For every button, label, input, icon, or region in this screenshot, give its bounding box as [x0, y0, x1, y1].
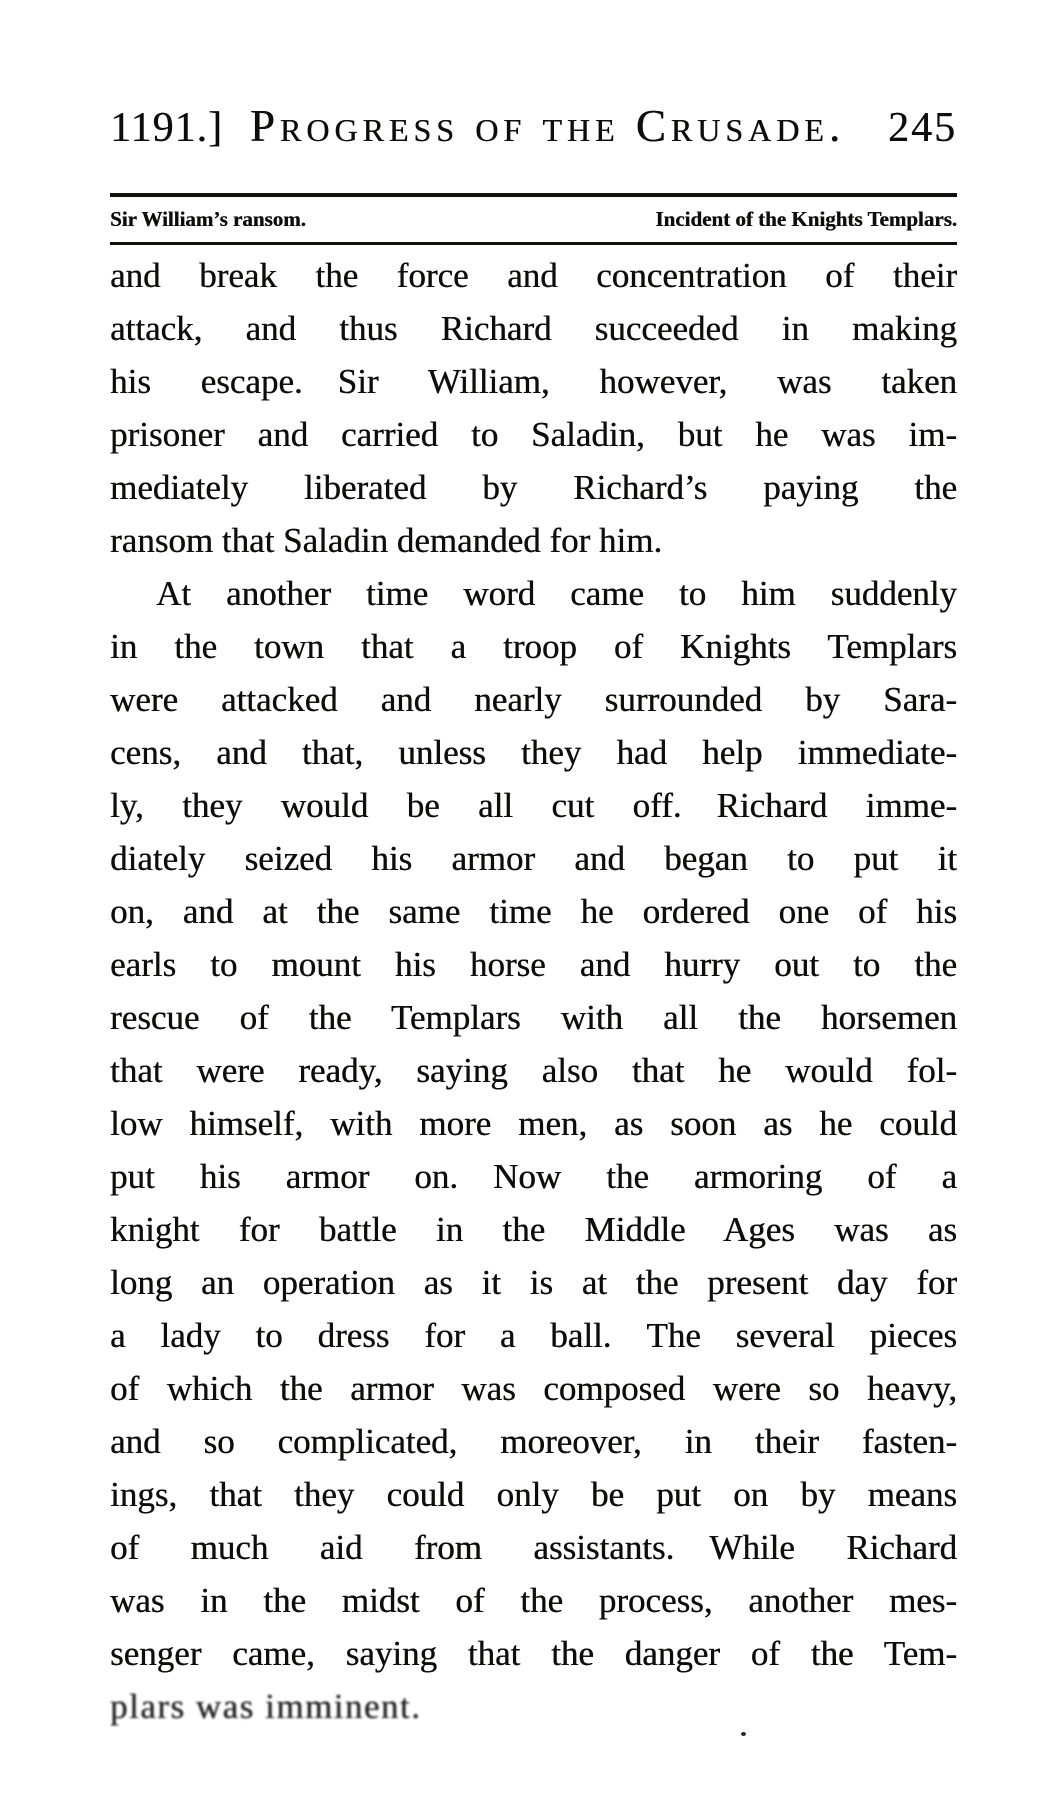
text-line: that were ready, saying also that he would fol- — [110, 1051, 957, 1090]
text-line: ransom that Saladin demanded for him. — [110, 521, 663, 560]
header-title: Progress of the Crusade. — [249, 101, 846, 151]
text-line: his escape. Sir William, however, was taken — [110, 362, 957, 401]
text-line: mediately liberated by Richard’s paying the — [110, 468, 957, 507]
text-line: on, and at the same time he ordered one of his — [110, 892, 957, 931]
page-number: 245 — [888, 105, 957, 151]
text-line: in the town that a troop of Knights Templars — [110, 627, 957, 666]
header-rule-top — [110, 193, 957, 197]
text-line: a lady to dress for a ball. The several pieces — [110, 1316, 957, 1355]
text-line: plars was imminent. — [110, 1687, 422, 1726]
page-content — [110, 0, 957, 1793]
marginal-notes — [110, 207, 957, 232]
marginal-note-right: Incident of the Knights Templars. — [655, 207, 957, 231]
text-line: long an operation as it is at the present day for — [110, 1263, 957, 1302]
header-rule-bottom — [110, 242, 957, 245]
header-year: 1191.] — [110, 105, 223, 151]
text-line: was in the midst of the process, another mes- — [110, 1581, 957, 1620]
ink-speck — [741, 1732, 746, 1736]
text-line: cens, and that, unless they had help immediate- — [110, 733, 957, 772]
text-line: low himself, with more men, as soon as he could — [110, 1104, 957, 1143]
text-line: earls to mount his horse and hurry out to the — [110, 945, 957, 984]
text-line: rescue of the Templars with all the horsemen — [110, 998, 957, 1037]
text-line: of which the armor was composed were so heavy, — [110, 1369, 957, 1408]
text-line: and break the force and concentration of their — [110, 256, 957, 295]
text-line: diately seized his armor and began to put it — [110, 839, 957, 878]
text-line: of much aid from assistants. While Richard — [110, 1528, 957, 1567]
text-line: ings, that they could only be put on by means — [110, 1475, 957, 1514]
text-line: put his armor on. Now the armoring of a — [110, 1157, 957, 1196]
text-line: At another time word came to him suddenly — [156, 574, 957, 613]
text-line: were attacked and nearly surrounded by Sara- — [110, 680, 957, 719]
text-line: ly, they would be all cut off. Richard imme- — [110, 786, 957, 825]
text-line: knight for battle in the Middle Ages was as — [110, 1210, 957, 1249]
text-line: and so complicated, moreover, in their fasten- — [110, 1422, 957, 1461]
running-head — [110, 101, 957, 151]
body-text — [110, 249, 957, 1733]
text-line: prisoner and carried to Saladin, but he was im- — [110, 415, 957, 454]
text-line: attack, and thus Richard succeeded in making — [110, 309, 957, 348]
marginal-note-left: Sir William’s ransom. — [110, 207, 306, 231]
text-line: senger came, saying that the danger of the Tem- — [110, 1634, 957, 1673]
